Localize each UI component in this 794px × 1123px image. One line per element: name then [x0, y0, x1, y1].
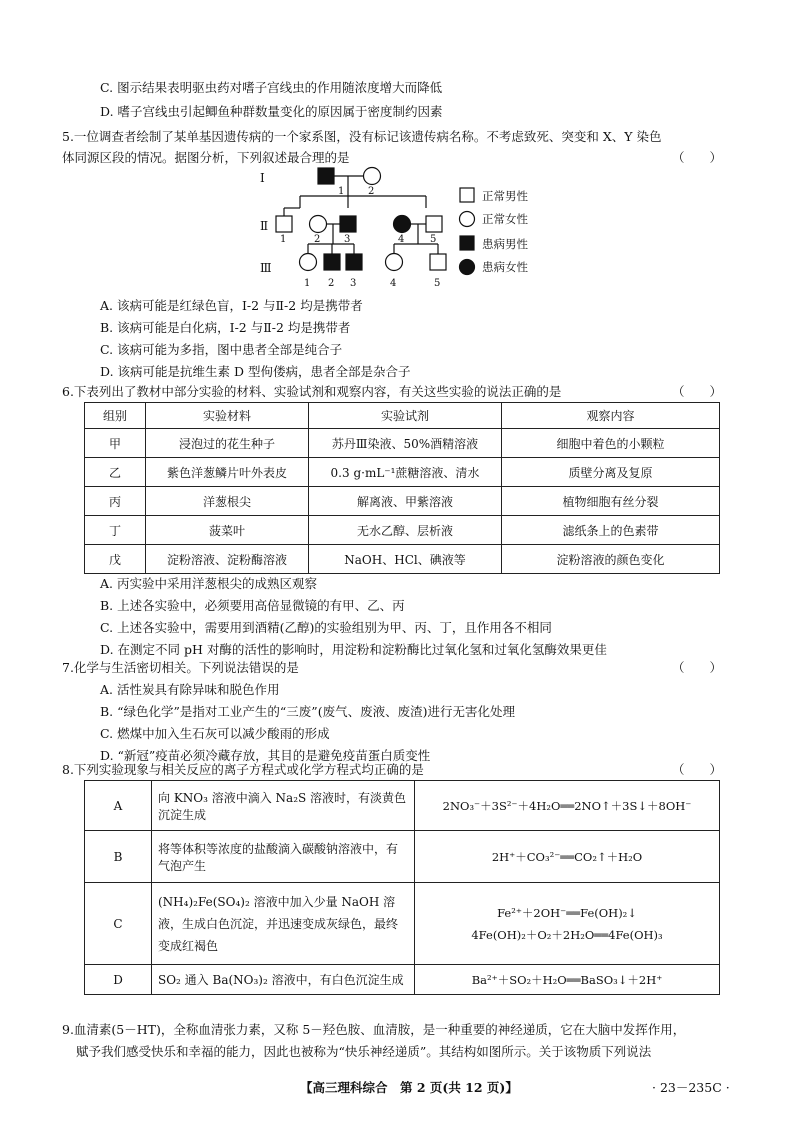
gen-label-3: Ⅲ — [260, 261, 272, 275]
q5-stem-line1: 5.一位调查者绘制了某单基因遗传病的一个家系图，没有标记该遗传病名称。不考虑致死、突变和 X、Y 染色 — [62, 129, 662, 144]
ped-II-4 — [394, 216, 411, 233]
ped-II-3 — [340, 216, 356, 232]
ped-III-4 — [386, 254, 403, 271]
q6-answer-paren: （ ） — [672, 384, 723, 399]
svg-text:1: 1 — [280, 234, 287, 245]
q6-option-a: A. 丙实验中采用洋葱根尖的成熟区观察 — [100, 576, 317, 591]
svg-text:4: 4 — [390, 278, 397, 289]
gen-label-1: Ⅰ — [260, 171, 265, 185]
table-row: D SO₂ 通入 Ba(NO₃)₂ 溶液中，有白色沉淀生成 Ba²⁺＋SO₂＋H₂O══BaSO₃↓＋2H⁺ — [85, 965, 720, 995]
q4-option-d: D. 嗜子宫线虫引起鲫鱼种群数量变化的原因属于密度制约因素 — [100, 104, 443, 119]
svg-text:5: 5 — [434, 278, 441, 289]
q8-stem: 8.下列实验现象与相关反应的离子方程式或化学方程式均正确的是 — [62, 762, 424, 777]
legend-affected-male: 患病男性 — [482, 237, 528, 251]
q5-option-a: A. 该病可能是红绿色盲，Ⅰ-2 与Ⅱ-2 均是携带者 — [100, 298, 363, 313]
ped-II-2 — [310, 216, 327, 233]
q9-stem-line1: 9.血清素(5－HT)，全称血清张力素，又称 5－羟色胺、血清胺，是一种重要的神经递质，它在大脑中发挥作用， — [62, 1022, 686, 1037]
svg-text:3: 3 — [350, 278, 357, 289]
ped-II-1 — [276, 216, 292, 232]
q4-option-c: C. 图示结果表明驱虫药对嗜子宫线虫的作用随浓度增大而降低 — [100, 80, 443, 95]
q6-option-c: C. 上述各实验中，需要用到酒精(乙醇)的实验组别为甲、丙、丁，且作用各不相同 — [100, 620, 552, 635]
svg-text:2: 2 — [328, 278, 335, 289]
q7-option-d: D. “新冠”疫苗必须冷藏存放，其目的是避免疫苗蛋白质变性 — [100, 748, 431, 763]
q7-option-b: B. “绿色化学”是指对工业产生的“三废”(废气、废液、废渣)进行无害化处理 — [100, 704, 515, 719]
svg-text:5: 5 — [430, 234, 437, 245]
svg-text:1: 1 — [304, 278, 311, 289]
page-footer: 【高三理科综合 第 2 页(共 12 页)】 — [300, 1080, 518, 1095]
gen-label-2: Ⅱ — [260, 219, 269, 233]
ped-III-5 — [430, 254, 446, 270]
legend-normal-female: 正常女性 — [482, 212, 528, 226]
q8-answer-paren: （ ） — [672, 762, 723, 777]
q5-option-c: C. 该病可能为多指，图中患者全部是纯合子 — [100, 342, 343, 357]
ped-II-5 — [426, 216, 442, 232]
ped-III-1 — [300, 254, 317, 271]
q6-option-d: D. 在测定不同 pH 对酶的活性的影响时，用淀粉和淀粉酶比过氧化氢和过氧化氢酶效果更佳 — [100, 642, 607, 657]
q5-option-d: D. 该病可能是抗维生素 D 型佝偻病，患者全部是杂合子 — [100, 364, 411, 379]
legend-normal-male: 正常男性 — [482, 189, 528, 203]
q7-stem: 7.化学与生活密切相关。下列说法错误的是 — [62, 660, 299, 675]
q5-answer-paren: （ ） — [672, 150, 723, 165]
svg-text:1: 1 — [338, 186, 345, 197]
q7-option-c: C. 燃煤中加入生石灰可以减少酸雨的形成 — [100, 726, 330, 741]
svg-text:4: 4 — [398, 234, 405, 245]
table-row: 乙 紫色洋葱鳞片叶外表皮 0.3 g·mL⁻¹蔗糖溶液、清水 质壁分离及复原 — [85, 458, 720, 487]
q6-stem: 6.下表列出了教材中部分实验的材料、实验试剂和观察内容，有关这些实验的说法正确的是 — [62, 384, 562, 399]
svg-text:3: 3 — [344, 234, 351, 245]
page-code: · 23－235C · — [652, 1080, 730, 1095]
q6-option-b: B. 上述各实验中，必须要用高倍显微镜的有甲、乙、丙 — [100, 598, 405, 613]
table-row: C (NH₄)₂Fe(SO₄)₂ 溶液中加入少量 NaOH 溶液，生成白色沉淀，并迅速变成灰绿色，最终变成红褐色 Fe²⁺＋2OH⁻══Fe(OH)₂↓ 4Fe(OH)₂＋O₂＋2H₂O══4Fe(OH)₃ — [85, 883, 720, 965]
legend-affected-female: 患病女性 — [482, 260, 528, 274]
q8-table — [84, 780, 720, 995]
q9-stem-line2: 赋予我们感受快乐和幸福的能力，因此也被称为“快乐神经递质”。其结构如图所示。关于该物质下列说法 — [76, 1044, 652, 1059]
svg-text:2: 2 — [314, 234, 321, 245]
q5-stem-line2: 体同源区段的情况。据图分析，下列叙述最合理的是 — [62, 150, 350, 165]
table-row: A 向 KNO₃ 溶液中滴入 Na₂S 溶液时，有淡黄色沉淀生成 2NO₃⁻＋3S²⁻＋4H₂O══2NO↑＋3S↓＋8OH⁻ — [85, 781, 720, 831]
q7-option-a: A. 活性炭具有除异味和脱色作用 — [100, 682, 280, 697]
pedigree-diagram — [240, 160, 560, 295]
q5-option-b: B. 该病可能是白化病，Ⅰ-2 与Ⅱ-2 均是携带者 — [100, 320, 351, 335]
ped-I-2 — [364, 168, 381, 185]
table-row: 丙 洋葱根尖 解离液、甲紫溶液 植物细胞有丝分裂 — [85, 487, 720, 516]
svg-text:2: 2 — [368, 186, 375, 197]
table-row: 丁 菠菜叶 无水乙醇、层析液 滤纸条上的色素带 — [85, 516, 720, 545]
table-row: B 将等体积等浓度的盐酸滴入碳酸钠溶液中，有气泡产生 2H⁺＋CO₃²⁻══CO₂↑＋H₂O — [85, 831, 720, 883]
table-row: 甲 浸泡过的花生种子 苏丹Ⅲ染液、50%酒精溶液 细胞中着色的小颗粒 — [85, 429, 720, 458]
q6-table: 组别 实验材料 实验试剂 观察内容 甲 浸泡过的花生种子 苏丹Ⅲ染液、50%酒精溶液 细胞中着色的小颗粒 乙 紫色洋葱鳞片叶外表皮 0.3 g·mL⁻¹蔗糖溶液、清水 质壁分离及复原 丙 洋葱根尖 解离液、甲紫溶液 植物细胞有丝分裂 丁 菠菜叶 无水乙醇、层析液 滤纸条上的色素带 戊 淀粉溶液、淀粉酶溶液 NaOH、HCl、碘液等 淀粉溶液的颜色变化 — [84, 402, 720, 574]
table-row: 戊 淀粉溶液、淀粉酶溶液 NaOH、HCl、碘液等 淀粉溶液的颜色变化 — [85, 545, 720, 574]
ped-III-3 — [346, 254, 362, 270]
ped-III-2 — [324, 254, 340, 270]
ped-I-1 — [318, 168, 334, 184]
q7-answer-paren: （ ） — [672, 660, 723, 675]
